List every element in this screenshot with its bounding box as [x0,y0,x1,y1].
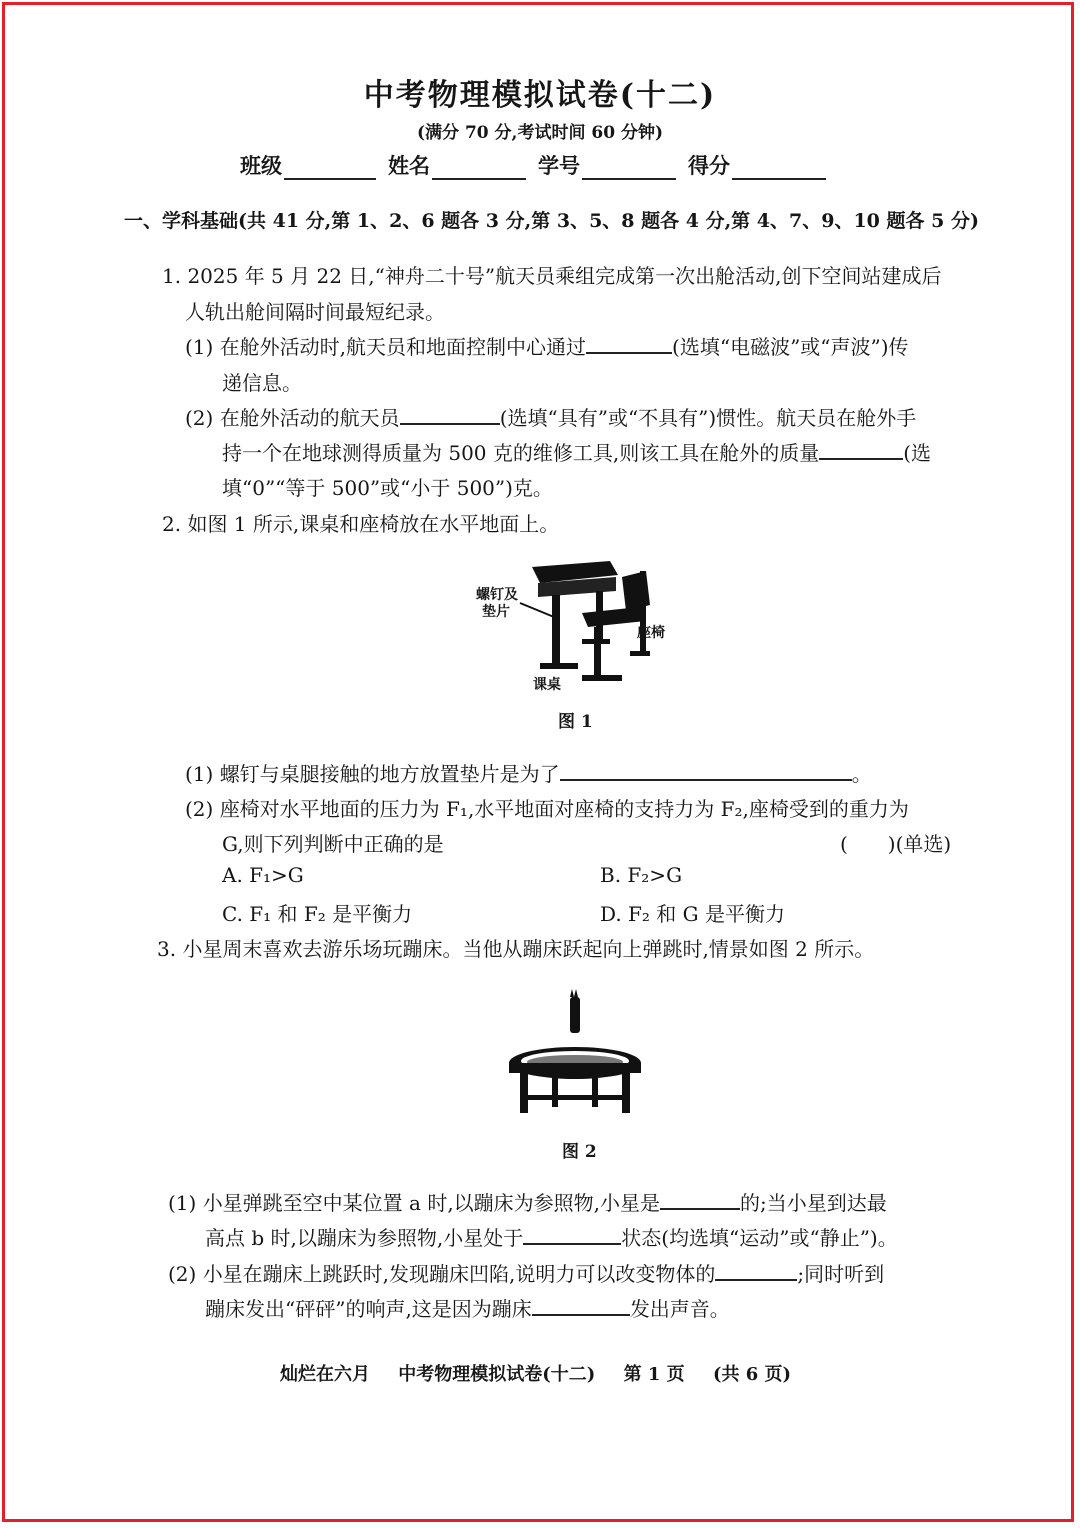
q3-part1-answer-blank1[interactable] [660,1188,740,1210]
footer-total-pages: (共 6 页) [712,1364,792,1385]
footer-page-number: 第 1 页 [623,1364,685,1385]
section-heading: 一、学科基础(共 41 分,第 1、2、6 题各 3 分,第 3、5、8 题各 4 分,第 4、7、9、10 题各 5 分) [124,210,979,232]
q3-part1-text2: 高点 b 时,以蹦床为参照物,小星处于 [205,1226,524,1250]
q3-part2-line2 [205,1293,730,1322]
figure-2-trampoline [500,985,650,1120]
page-title: 中考物理模拟试卷(十二) [363,78,717,113]
q1-stem-line1: 1. 2025 年 5 月 22 日,“神舟二十号”航天员乘组完成第一次出舱活动,创下空间站建成后 [162,264,942,288]
q2-option-a[interactable]: A. F₁>G [222,863,304,887]
page-footer [280,1360,813,1386]
q1-part2-line3: 填“0”“等于 500”或“小于 500”)克。 [222,476,553,500]
q1-stem-line2: 人轨出舱间隔时间最短纪录。 [185,300,445,324]
q3-part1-answer-blank2[interactable] [523,1223,621,1245]
student-id-field[interactable] [582,154,676,180]
score-label: 得分 [688,153,730,178]
q2-part2-line1: (2) 座椅对水平地面的压力为 F₁,水平地面对座椅的支持力为 F₂,座椅受到的重力为 [185,797,909,821]
screw-label-line1: 螺钉及 [476,587,518,603]
q2-part1-answer-blank[interactable] [560,759,852,781]
q2-part1 [185,758,872,787]
name-field[interactable] [432,154,526,180]
q2-part1-text: (1) 螺钉与桌腿接触的地方放置垫片是为了 [185,762,560,786]
q3-part1-text3: 状态(均选填“运动”或“静止”)。 [621,1226,898,1250]
screw-label-line2: 垫片 [482,604,510,620]
q3-part1 [168,1187,887,1216]
desk-label: 课桌 [533,677,561,693]
q1-part2-line2 [222,437,931,466]
trampoline-illustration [500,985,650,1120]
q2-option-d[interactable]: D. F₂ 和 G 是平衡力 [600,902,785,926]
q2-option-c[interactable]: C. F₁ 和 F₂ 是平衡力 [222,902,413,926]
q3-part1-text: (1) 小星弹跳至空中某位置 a 时,以蹦床为参照物,小星是 [168,1191,661,1215]
q3-part1-line2 [205,1222,898,1251]
q3-part2-text: (2) 小星在蹦床上跳跃时,发现蹦床凹陷,说明力可以改变物体的 [168,1262,716,1286]
q2-part2-line2: G,则下列判断中正确的是 [222,832,444,856]
q3-part2-text3: 发出声音。 [629,1297,730,1321]
desk-chair-illustration [470,555,700,695]
q1-part2-answer-blank1[interactable] [400,403,500,425]
q1-part2-answer-blank2[interactable] [819,438,903,460]
q3-part2-answer-blank2[interactable] [532,1294,630,1316]
q3-part2 [168,1258,884,1287]
q1-part1-text-cont: (选填“电磁波”或“声波”)传 [672,335,909,359]
q2-part1-period: 。 [851,762,872,786]
q3-part1-text-cont: 的;当小星到达最 [740,1191,887,1215]
class-label: 班级 [240,153,282,178]
footer-title: 中考物理模拟试卷(十二) [398,1364,596,1385]
q1-part2 [185,402,916,431]
score-field[interactable] [732,154,826,180]
q3-part2-text2: 蹦床发出“砰砰”的响声,这是因为蹦床 [205,1297,532,1321]
q1-part1-text: (1) 在舱外活动时,航天员和地面控制中心通过 [185,335,587,359]
q1-part1-answer-blank[interactable] [586,332,672,354]
q3-part2-answer-blank1[interactable] [715,1259,797,1281]
q1-part1 [185,331,909,360]
q2-stem: 2. 如图 1 所示,课桌和座椅放在水平地面上。 [162,512,560,536]
q3-part2-text-cont: ;同时听到 [797,1262,885,1286]
q3-stem: 3. 小星周末喜欢去游乐场玩蹦床。当他从蹦床跃起向上弹跳时,情景如图 2 所示。 [157,937,875,961]
figure-1-desk-chair [470,555,700,695]
q2-answer-bracket[interactable]: ( )(单选) [840,832,952,856]
student-id-label: 学号 [538,153,580,178]
exam-subtitle: (满分 70 分,考试时间 60 分钟) [417,123,663,143]
chair-label: 座椅 [637,625,665,641]
q1-part1-line2: 递信息。 [222,371,302,395]
q2-option-b[interactable]: B. F₂>G [600,863,683,887]
name-label: 姓名 [388,153,430,178]
figure-2-caption: 图 2 [562,1142,597,1162]
q1-part2-text: (2) 在舱外活动的航天员 [185,406,400,430]
q1-part2-text3: (选 [903,441,932,465]
footer-brand: 灿烂在六月 [280,1364,370,1385]
class-field[interactable] [284,154,376,180]
q1-part2-text-cont: (选填“具有”或“不具有”)惯性。航天员在舱外手 [499,406,917,430]
q1-part2-text2: 持一个在地球测得质量为 500 克的维修工具,则该工具在舱外的质量 [222,441,820,465]
figure-1-caption: 图 1 [558,712,593,732]
student-info-row [240,150,838,180]
